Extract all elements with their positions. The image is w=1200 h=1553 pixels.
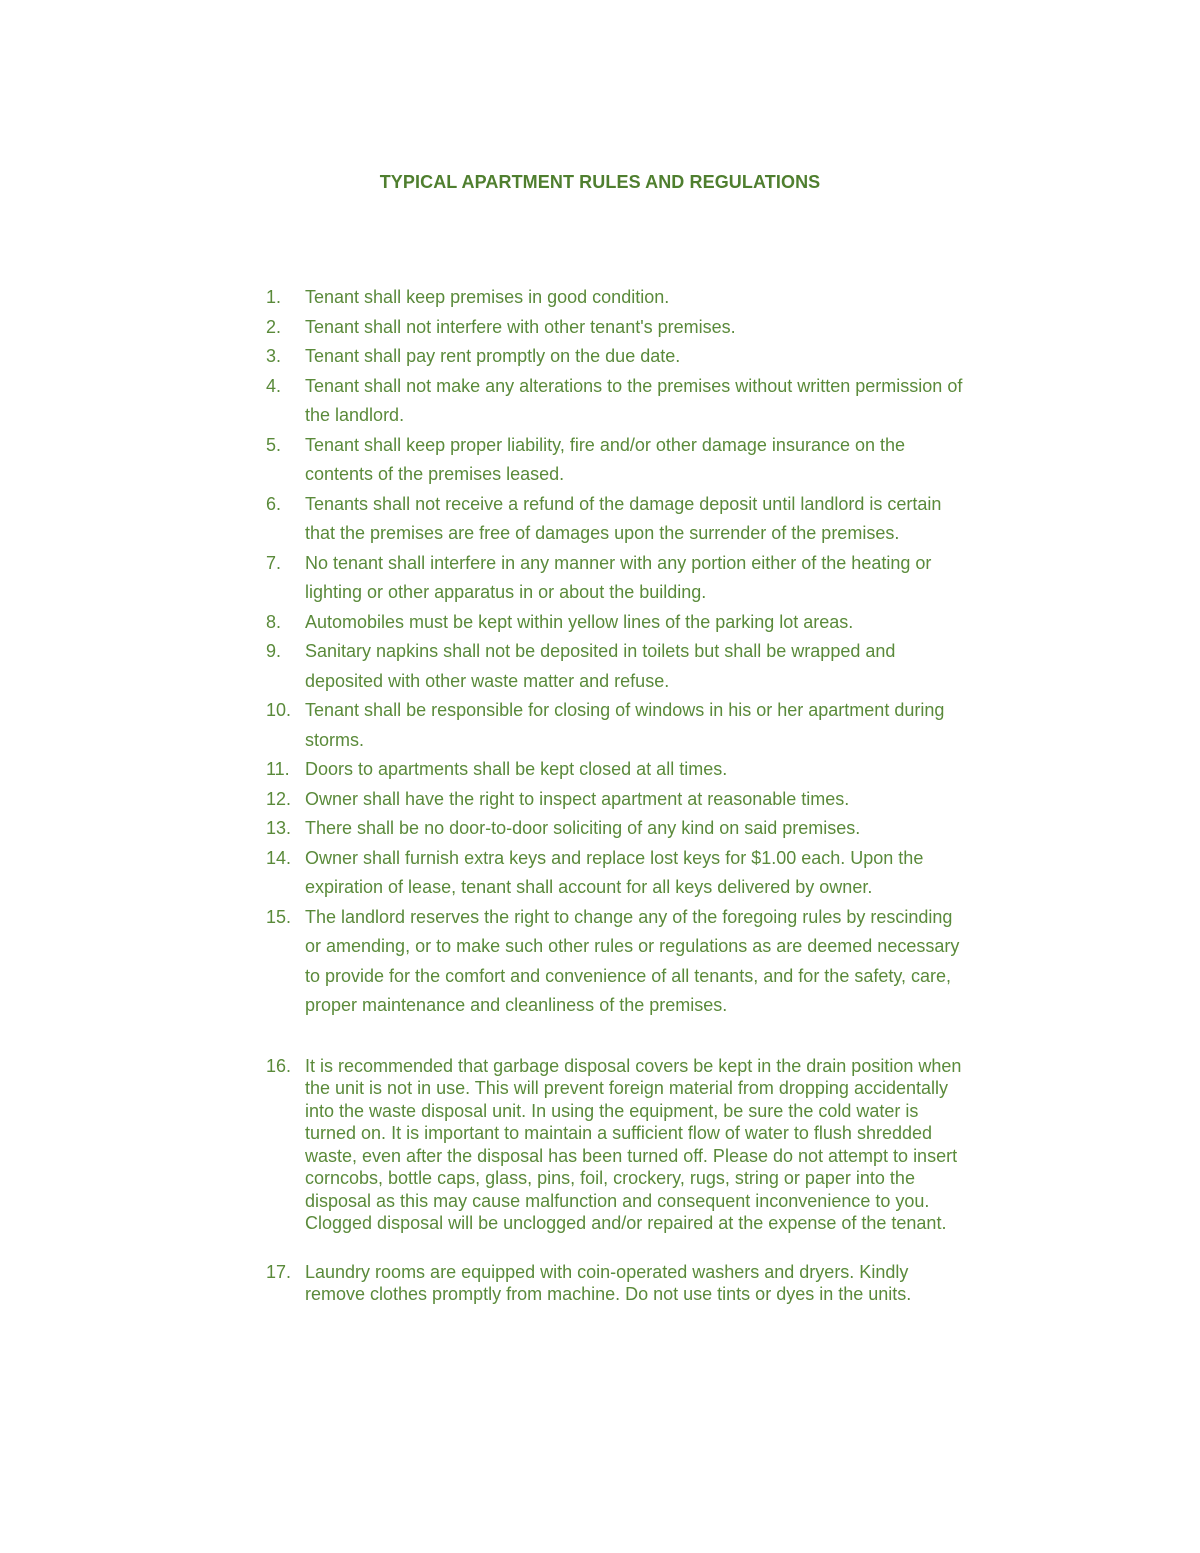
list-item-number: 4. <box>266 375 282 396</box>
list-item <box>266 490 971 549</box>
list-item <box>266 755 971 785</box>
list-item-number: 3. <box>266 346 282 366</box>
list-item <box>266 814 971 844</box>
list-item-text: Laundry rooms are equipped with coin-operated washers and dryers. Kindly remove clothes promptly from machine. Do not use tints or dyes in the units. <box>305 1261 912 1304</box>
list-item-text: Tenant shall keep proper liability, fire and/or other damage insurance on the contents of the premises leased. <box>305 434 906 484</box>
list-item-text: Owner shall have the right to inspect apartment at reasonable times. <box>305 788 850 809</box>
list-item-number: 2. <box>266 316 282 337</box>
list-item-text: Tenant shall pay rent promptly on the due date. <box>305 346 681 366</box>
list-item-number: 5. <box>266 434 282 455</box>
list-item <box>266 342 971 372</box>
list-item <box>266 549 971 608</box>
rules-list <box>266 283 971 1306</box>
list-item-number: 8. <box>266 611 282 632</box>
list-item <box>266 1055 971 1235</box>
list-item-text: Tenant shall not make any alterations to the premises without written permission of the landlord. <box>305 375 963 425</box>
list-item <box>266 372 971 431</box>
list-item-number: 16. <box>266 1055 292 1076</box>
list-item <box>266 637 971 696</box>
list-item-text: Tenant shall not interfere with other tenant's premises. <box>305 316 736 337</box>
list-item-number: 14. <box>266 847 292 868</box>
list-item <box>266 313 971 343</box>
list-item-text: No tenant shall interfere in any manner with any portion either of the heating or lighting or other apparatus in or about the building. <box>305 552 932 602</box>
list-item-number: 1. <box>266 287 282 307</box>
list-item-number: 7. <box>266 552 282 573</box>
list-item-text: Tenants shall not receive a refund of the damage deposit until landlord is certain that the premises are free of damages upon the surrender of the premises. <box>305 493 942 543</box>
list-item <box>266 431 971 490</box>
list-item <box>266 1261 971 1306</box>
list-item-text: Doors to apartments shall be kept closed at all times. <box>305 759 728 779</box>
page-title: TYPICAL APARTMENT RULES AND REGULATIONS <box>379 172 821 192</box>
list-item-text: Tenant shall be responsible for closing of windows in his or her apartment during storms. <box>305 700 945 750</box>
list-item-number: 11. <box>266 759 290 779</box>
list-item-text: Tenant shall keep premises in good condition. <box>305 287 670 307</box>
list-item <box>266 785 971 815</box>
list-item <box>266 283 971 313</box>
list-item-number: 17. <box>266 1261 292 1282</box>
list-item-text: It is recommended that garbage disposal covers be kept in the drain position when the unit is not in use. This will prevent foreign material from dropping accidentally into the waste disposal unit. In using the equipment, be sure the cold water is turned on. It is important to maintain a sufficient flow of water to flush shredded waste, even after the disposal has been turned off. Please do not attempt to insert corncobs, bottle caps, glass, pins, foil, crockery, rugs, string or paper into the disposal as this may cause malfunction and consequent inconvenience to you. Clogged disposal will be unclogged and/or repaired at the expense of the tenant. <box>305 1055 962 1233</box>
list-item-number: 10. <box>266 700 292 720</box>
list-item-number: 13. <box>266 818 292 838</box>
list-item <box>266 903 971 1021</box>
list-item <box>266 696 971 755</box>
list-item-number: 9. <box>266 641 282 661</box>
list-item-text: Sanitary napkins shall not be deposited in toilets but shall be wrapped and deposited with other waste matter and refuse. <box>305 641 896 691</box>
list-item <box>266 844 971 903</box>
list-item-text: There shall be no door-to-door soliciting of any kind on said premises. <box>305 818 861 838</box>
list-item <box>266 608 971 638</box>
list-item-text: The landlord reserves the right to change any of the foregoing rules by rescinding or amending, or to make such other rules or regulations as are deemed necessary to provide for the comfort and convenience of all tenants, and for the safety, care, proper maintenance and cleanliness of the premises. <box>305 906 960 1015</box>
list-item-text: Owner shall furnish extra keys and replace lost keys for $1.00 each. Upon the expiration of lease, tenant shall account for all keys delivered by owner. <box>305 847 924 897</box>
list-item-number: 15. <box>266 906 292 927</box>
list-item-text: Automobiles must be kept within yellow lines of the parking lot areas. <box>305 611 854 632</box>
list-item-number: 6. <box>266 493 282 514</box>
list-item-number: 12. <box>266 788 292 809</box>
